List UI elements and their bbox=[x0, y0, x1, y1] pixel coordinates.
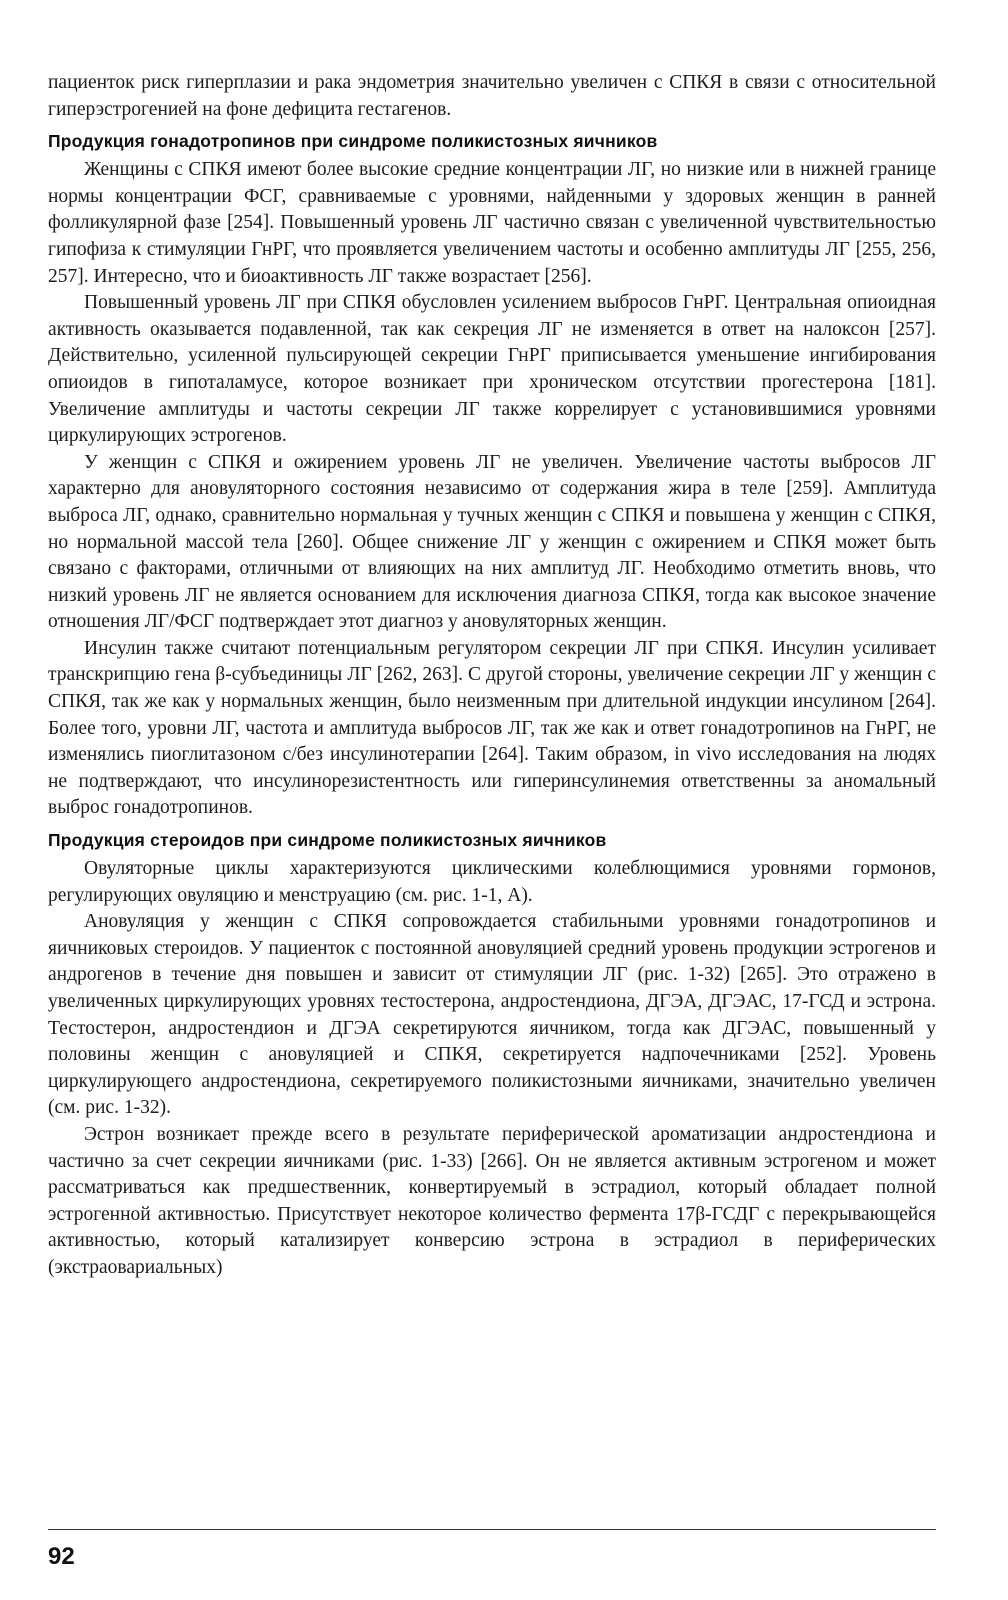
paragraph: Повышенный уровень ЛГ при СПКЯ обусловлен усилением выбросов ГнРГ. Центральная опиоидная активность оказывается подавленной, так как секреция ЛГ не изменяется в ответ на налоксон [257]. Действительно, усиленной пульсирующей секреции ГнРГ приписывается уменьшение ингибирования опиоидов в гипоталамусе, которое возникает при хроническом отсутствии прогестерона [181]. Увеличение амплитуды и частоты секреции ЛГ также коррелирует с установившимися уровнями циркулирующих эстрогенов. bbox=[48, 292, 936, 447]
section-heading-gonadotropins: Продукция гонадотропинов при синдроме поликистозных яичников bbox=[48, 131, 658, 152]
paragraph: Женщины с СПКЯ имеют более высокие средние концентрации ЛГ, но низкие или в нижней границе нормы концентрации ФСГ, сравниваемые с уровнями, найденными у здоровых женщин в ранней фолликулярной фазе [254]. Повышенный уровень ЛГ частично связан с увеличенной чувствительностью гипофиза к стимуляции ГнРГ, что проявляется увеличением частоты и особенно амплитуды ЛГ [255, 256, 257]. Интересно, что и биоактивность ЛГ также возрастает [256]. bbox=[48, 159, 936, 287]
paragraph: Инсулин также считают потенциальным регулятором секреции ЛГ при СПКЯ. Инсулин усиливает транскрипцию гена β-субъединицы ЛГ [262, 263]. С другой стороны, увеличение секреции ЛГ у женщин с СПКЯ, так же как у нормальных женщин, было неизменным при длительной индукции инсулином [264]. Более того, уровни ЛГ, частота и амплитуда выбросов ЛГ, так же как и ответ гонадотропинов на ГнРГ, не изменялись пиоглитазоном с/без инсулинотерапии [264]. Таким образом, in vivo исследования на людях не подтверждают, что инсулинорезистентность или гиперинсулинемия ответственны за аномальный выброс гонадотропинов. bbox=[48, 637, 936, 819]
document-body bbox=[48, 70, 936, 1282]
footer-rule bbox=[48, 1529, 936, 1530]
paragraph: Овуляторные циклы характеризуются циклическими колеблющимися уровнями гормонов, регулирующих овуляцию и менструацию (см. рис. 1-1, А). bbox=[48, 858, 936, 906]
section-heading-steroids: Продукция стероидов при синдроме поликистозных яичников bbox=[48, 830, 607, 851]
paragraph: Ановуляция у женщин с СПКЯ сопровождается стабильными уровнями гонадотропинов и яичниковых стероидов. У пациенток с постоянной ановуляцией средний уровень продукции эстрогенов и андрогенов в течение дня повышен и зависит от стимуляции ЛГ (рис. 1-32) [265]. Это отражено в увеличенных циркулирующих уровнях тестостерона, андростендиона, ДГЭА, ДГЭАС, 17-ГСД и эстрона. Тестостерон, андростендион и ДГЭА секретируются яичником, тогда как ДГЭАС, повышенный у половины женщин с ановуляцией и СПКЯ, секретируется надпочечниками [252]. Уровень циркулирующего андростендиона, секретируемого поликистозными яичниками, значительно увеличен (см. рис. 1-32). bbox=[48, 911, 936, 1119]
page-number: 92 bbox=[48, 1543, 75, 1570]
paragraph-continuation: пациенток риск гиперплазии и рака эндометрия значительно увеличен с СПКЯ в связи с относительной гиперэстрогенией на фоне дефицита гестагенов. bbox=[48, 72, 936, 120]
paragraph: Эстрон возникает прежде всего в результате периферической ароматизации андростендиона и частично за счет секреции яичниками (рис. 1-33) [266]. Он не является активным эстрогеном и может рассматриваться как предшественник, конвертируемый в эстрадиол, который обладает полной эстрогенной активностью. Присутствует некоторое количество фермента 17β-ГСДГ с перекрывающейся активностью, который катализирует конверсию эстрона в эстрадиол в периферических (экстраовариальных) bbox=[48, 1123, 936, 1278]
paragraph: У женщин с СПКЯ и ожирением уровень ЛГ не увеличен. Увеличение частоты выбросов ЛГ характерно для ановуляторного состояния независимо от содержания жира в теле [259]. Амплитуда выброса ЛГ, однако, сравнительно нормальная у тучных женщин с СПКЯ и повышена у женщин с СПКЯ, но нормальной массой тела [260]. Общее снижение ЛГ у женщин с ожирением и СПКЯ может быть связано с факторами, отличными от влияющих на них амплитуд ЛГ. Необходимо отметить вновь, что низкий уровень ЛГ не является основанием для исключения диагноза СПКЯ, тогда как высокое значение отношения ЛГ/ФСГ подтверждает этот диагноз у ановуляторных женщин. bbox=[48, 451, 936, 633]
